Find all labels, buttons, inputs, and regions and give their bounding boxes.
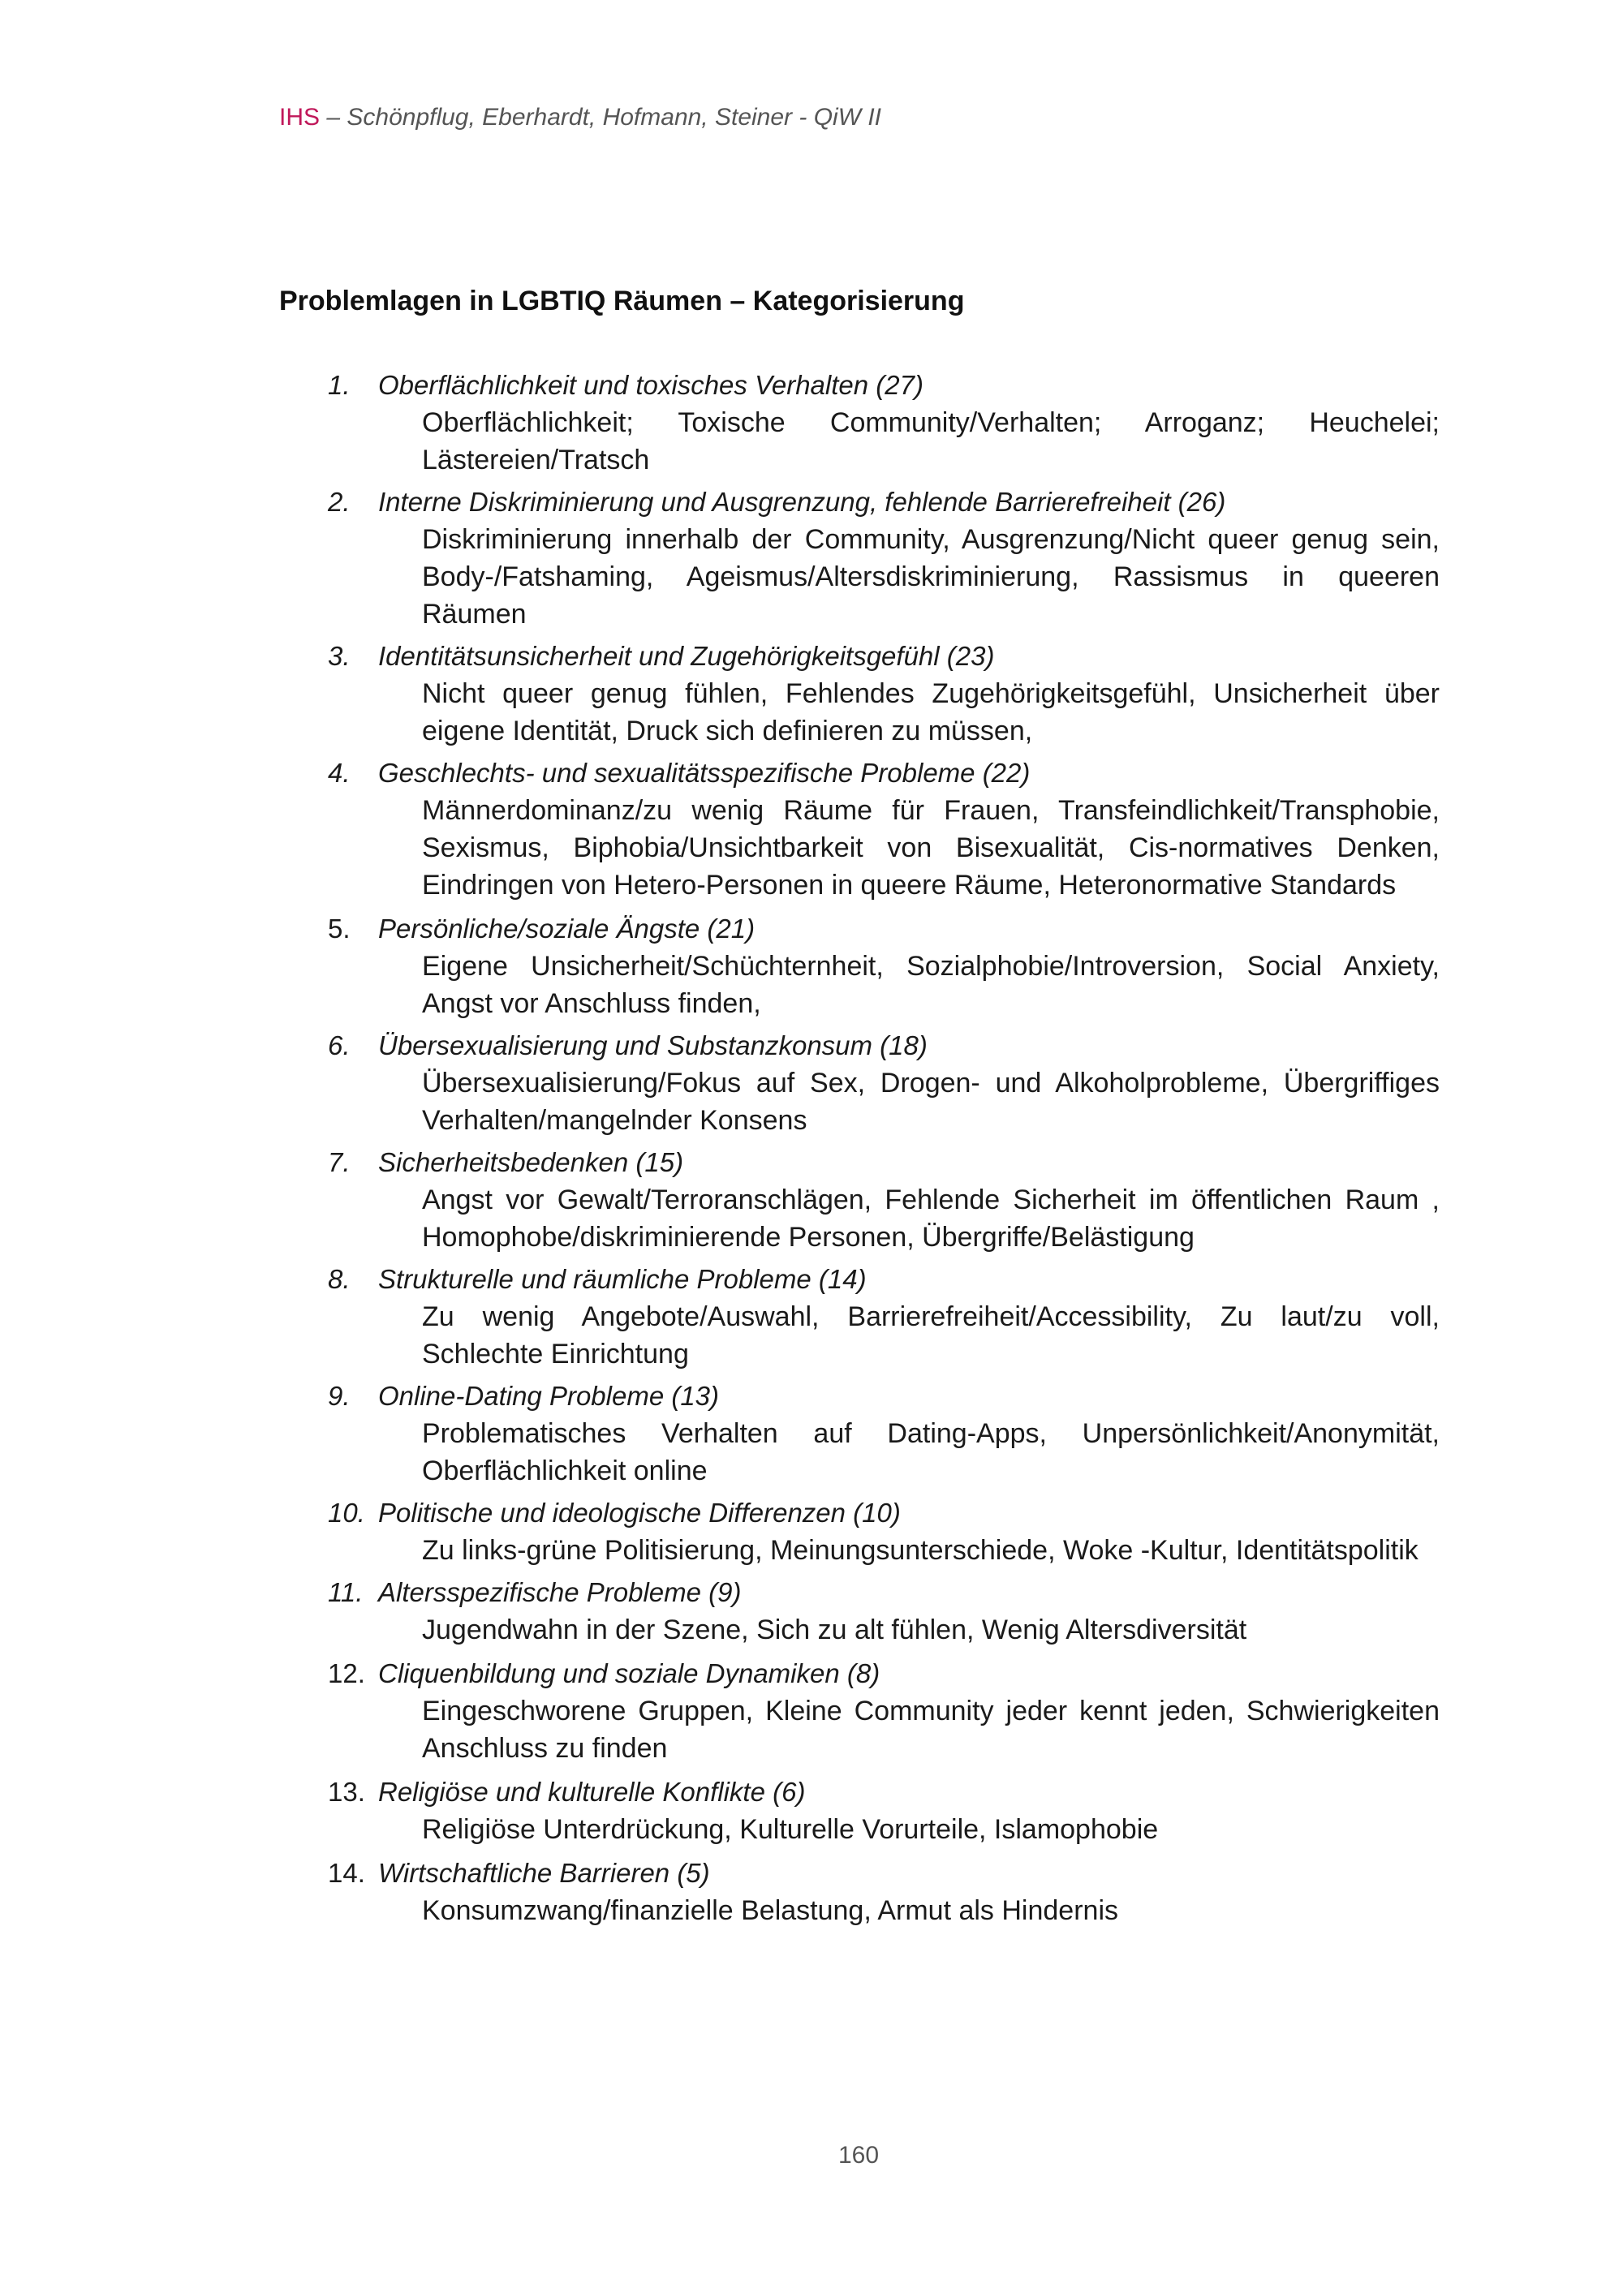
item-number: 3. xyxy=(328,641,351,671)
list-item xyxy=(328,1853,1440,1929)
category-title: Online-Dating Probleme (13) xyxy=(378,1381,720,1411)
list-item xyxy=(328,1025,1440,1139)
category-description: Konsumzwang/finanzielle Belastung, Armut als Hindernis xyxy=(422,1895,1119,1926)
category-heading xyxy=(328,1142,1440,1181)
header-authors: Schönpflug, Eberhardt, Hofmann, Steiner - QiW II xyxy=(347,104,882,131)
list-item xyxy=(328,482,1440,633)
item-number: 4. xyxy=(328,758,351,788)
category-title: Interne Diskriminierung und Ausgrenzung, fehlende Barrierefreiheit (26) xyxy=(378,487,1226,517)
list-item xyxy=(328,1142,1440,1256)
category-heading xyxy=(328,1025,1440,1064)
list-item xyxy=(328,365,1440,479)
category-heading xyxy=(328,1572,1440,1611)
category-heading xyxy=(328,482,1440,521)
category-title: Oberflächlichkeit und toxisches Verhalten (27) xyxy=(378,370,923,400)
category-description: Zu links-grüne Politisierung, Meinungsunterschiede, Woke -Kultur, Identitätspolitik xyxy=(422,1535,1419,1566)
list-item xyxy=(328,1772,1440,1848)
category-heading xyxy=(328,753,1440,792)
category-description: Religiöse Unterdrückung, Kulturelle Vorurteile, Islamophobie xyxy=(422,1814,1159,1845)
category-title: Cliquenbildung und soziale Dynamiken (8) xyxy=(378,1658,880,1688)
category-title: Religiöse und kulturelle Konflikte (6) xyxy=(378,1777,806,1807)
category-title: Politische und ideologische Differenzen (10) xyxy=(378,1498,901,1528)
list-item xyxy=(328,753,1440,904)
category-description: Jugendwahn in der Szene, Sich zu alt fühlen, Wenig Altersdiversität xyxy=(422,1615,1247,1645)
category-heading xyxy=(328,1259,1440,1298)
category-heading xyxy=(328,909,1440,948)
category-title: Strukturelle und räumliche Probleme (14) xyxy=(378,1264,867,1294)
category-description: Nicht queer genug fühlen, Fehlendes Zugehörigkeitsgefühl, Unsicherheit über eigene Identität, Druck sich definieren zu müssen, xyxy=(422,678,1440,746)
item-number: 6. xyxy=(328,1030,351,1060)
category-heading xyxy=(328,1493,1440,1532)
category-title: Wirtschaftliche Barrieren (5) xyxy=(378,1858,710,1888)
item-number: 14. xyxy=(328,1858,365,1888)
category-title: Übersexualisierung und Substanzkonsum (18) xyxy=(378,1030,928,1060)
item-number: 7. xyxy=(328,1147,351,1177)
category-list xyxy=(328,365,1440,1929)
category-description: Angst vor Gewalt/Terroranschlägen, Fehlende Sicherheit im öffentlichen Raum , Homophobe/diskriminierende Personen, Übergriffe/Belästigung xyxy=(422,1185,1440,1253)
list-item xyxy=(328,1653,1440,1767)
category-description: Männerdominanz/zu wenig Räume für Frauen, Transfeindlichkeit/Transphobie, Sexismus, Biphobia/Unsichtbarkeit von Bisexualität, Cis-normatives Denken, Eindringen von Hetero-Personen in queere Räume, Heteronormative Standards xyxy=(422,795,1440,901)
page-number: 160 xyxy=(837,2142,880,2169)
category-heading xyxy=(328,365,1440,404)
category-heading xyxy=(328,1376,1440,1415)
category-title: Sicherheitsbedenken (15) xyxy=(378,1147,684,1177)
header-brand: IHS xyxy=(279,104,321,131)
item-number: 11. xyxy=(328,1577,364,1607)
category-description: Oberflächlichkeit; Toxische Community/Verhalten; Arroganz; Heuchelei; Lästereien/Tratsch xyxy=(422,407,1440,475)
category-description: Diskriminierung innerhalb der Community, Ausgrenzung/Nicht queer genug sein, Body-/Fatshaming, Ageismus/Altersdiskriminierung, Rassismus in queeren Räumen xyxy=(422,524,1440,630)
item-number: 1. xyxy=(328,370,351,400)
category-description: Eigene Unsicherheit/Schüchternheit, Sozialphobie/Introversion, Social Anxiety, Angst vor Anschluss finden, xyxy=(422,951,1440,1019)
list-item xyxy=(328,1493,1440,1569)
item-number: 5. xyxy=(328,914,351,944)
item-number: 13. xyxy=(328,1777,365,1807)
category-title: Altersspezifische Probleme (9) xyxy=(378,1577,742,1607)
item-number: 9. xyxy=(328,1381,351,1411)
category-title: Identitätsunsicherheit und Zugehörigkeitsgefühl (23) xyxy=(378,641,995,671)
category-heading xyxy=(328,1772,1440,1811)
category-heading xyxy=(328,1653,1440,1692)
list-item xyxy=(328,1259,1440,1373)
item-number: 10. xyxy=(328,1498,365,1528)
item-number: 12. xyxy=(328,1658,365,1688)
list-item xyxy=(328,1572,1440,1649)
category-description: Übersexualisierung/Fokus auf Sex, Drogen- und Alkoholprobleme, Übergriffiges Verhalten/mangelnder Konsens xyxy=(422,1068,1440,1136)
list-item xyxy=(328,909,1440,1022)
category-heading xyxy=(328,636,1440,675)
header-separator: – xyxy=(320,104,347,131)
category-heading xyxy=(328,1853,1440,1892)
item-number: 2. xyxy=(328,487,351,517)
category-title: Persönliche/soziale Ängste (21) xyxy=(378,914,756,944)
category-title: Geschlechts- und sexualitätsspezifische Probleme (22) xyxy=(378,758,1031,788)
list-item xyxy=(328,636,1440,750)
category-description: Zu wenig Angebote/Auswahl, Barrierefreiheit/Accessibility, Zu laut/zu voll, Schlechte Einrichtung xyxy=(422,1301,1440,1369)
category-description: Eingeschworene Gruppen, Kleine Community jeder kennt jeden, Schwierigkeiten Anschluss zu finden xyxy=(422,1696,1440,1764)
list-item xyxy=(328,1376,1440,1490)
running-header xyxy=(279,104,881,131)
item-number: 8. xyxy=(328,1264,351,1294)
category-description: Problematisches Verhalten auf Dating-Apps, Unpersönlichkeit/Anonymität, Oberflächlichkeit online xyxy=(422,1418,1440,1486)
section-title: Problemlagen in LGBTIQ Räumen – Kategorisierung xyxy=(279,286,965,316)
